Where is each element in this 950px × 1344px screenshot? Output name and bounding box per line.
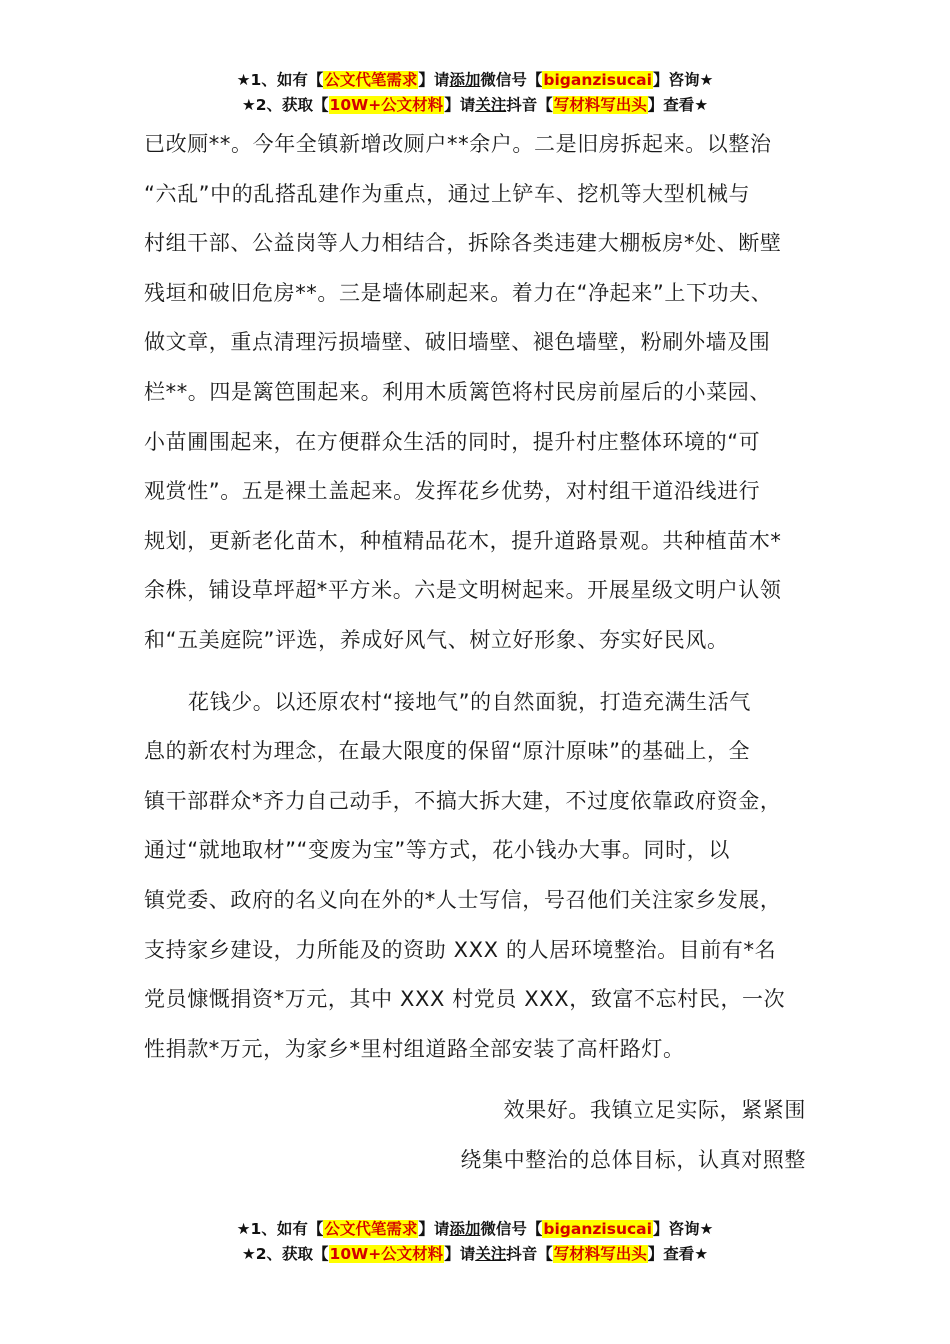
text-line: 绕集中整治的总体目标，认真对照整 <box>460 1147 806 1172</box>
footer-banner <box>0 1217 950 1267</box>
banner-highlight: 公文代笔需求 <box>324 71 418 89</box>
banner-text: 】查看★ <box>647 96 709 114</box>
banner-line-1 <box>0 1217 950 1242</box>
banner-text: ★2、获取【 <box>241 96 329 114</box>
banner-highlight: 写材料写出头 <box>553 1245 647 1263</box>
text-line: 党员慷慨捐资*万元，其中 XXX 村党员 XXX，致富不忘村民，一次 <box>144 987 786 1012</box>
banner-highlight: 公文代笔需求 <box>324 1220 418 1238</box>
text-line: 规划，更新老化苗木，种植精品花木，提升道路景观。共种植苗木* <box>144 528 782 553</box>
banner-text: 】请 <box>418 1220 450 1238</box>
banner-highlight: 写材料写出头 <box>553 96 647 114</box>
banner-line-2 <box>0 1242 950 1267</box>
banner-highlight: biganzisucai <box>543 71 652 89</box>
text-line: 小苗圃围起来，在方便群众生活的同时，提升村庄整体环境的“可 <box>144 429 761 454</box>
banner-underline: 关注 <box>475 1245 507 1263</box>
banner-text: 抖音【 <box>506 96 553 114</box>
banner-text: 】请 <box>444 1245 476 1263</box>
text-line: 余株，铺设草坪超*平方米。六是文明树起来。开展星级文明户认领 <box>144 578 782 603</box>
text-line: 花钱少。以还原农村“接地气”的自然面貌，打造充满生活气 <box>188 689 751 714</box>
text-line: 镇干部群众*齐力自己动手，不搞大拆大建，不过度依靠政府资金， <box>144 788 782 813</box>
banner-text: 】请 <box>444 96 476 114</box>
paragraph-2 <box>144 678 806 1075</box>
paragraph-3 <box>144 1086 806 1185</box>
banner-underline: 添加 <box>449 1220 481 1238</box>
text-line: 息的新农村为理念，在最大限度的保留“原汁原味”的基础上，全 <box>144 739 751 764</box>
text-line: 栏**。四是篱笆围起来。利用木质篱笆将村民房前屋后的小菜园、 <box>144 379 771 404</box>
banner-text: ★1、如有【 <box>236 1220 324 1238</box>
text-line: 通过“就地取材”“变废为宝”等方式，花小钱办大事。同时，以 <box>144 838 730 863</box>
banner-highlight: 10W+公文材料 <box>329 1245 444 1263</box>
header-banner <box>0 68 950 118</box>
text-line: “六乱”中的乱搭乱建作为重点，通过上铲车、挖机等大型机械与 <box>144 181 751 206</box>
paragraph-gap <box>144 666 806 678</box>
text-line: 残垣和破旧危房**。三是墙体刷起来。着力在“净起来”上下功夫、 <box>144 280 773 305</box>
paragraph-1 <box>144 120 806 666</box>
banner-text: 】请 <box>418 71 450 89</box>
banner-text: 微信号【 <box>480 71 543 89</box>
banner-line-1 <box>0 68 950 93</box>
text-line: 已改厕**。今年全镇新增改厕户**余户。二是旧房拆起来。以整治 <box>144 132 772 156</box>
banner-highlight: 10W+公文材料 <box>329 96 444 114</box>
banner-highlight: biganzisucai <box>543 1220 652 1238</box>
banner-underline: 添加 <box>449 71 481 89</box>
text-line: 村组干部、公益岗等人力相结合，拆除各类违建大棚板房*处、断壁 <box>144 231 782 256</box>
paragraph-gap <box>144 1074 806 1086</box>
banner-text: ★2、获取【 <box>241 1245 329 1263</box>
text-line: 镇党委、政府的名义向在外的*人士写信，号召他们关注家乡发展， <box>144 887 782 912</box>
text-line: 观赏性”。五是裸土盖起来。发挥花乡优势，对村组干道沿线进行 <box>144 479 761 504</box>
banner-text: ★1、如有【 <box>236 71 324 89</box>
text-line: 和“五美庭院”评选，养成好风气、树立好形象、夯实好民风。 <box>144 627 729 652</box>
banner-text: 抖音【 <box>506 1245 553 1263</box>
banner-text: 】咨询★ <box>652 1220 714 1238</box>
banner-line-2 <box>0 93 950 118</box>
banner-text: 】咨询★ <box>652 71 714 89</box>
document-body <box>144 120 806 1185</box>
text-line: 做文章，重点清理污损墙壁、破旧墙壁、褪色墙壁，粉刷外墙及围 <box>144 330 771 355</box>
text-line: 支持家乡建设，力所能及的资助 XXX 的人居环境整治。目前有*名 <box>144 937 777 962</box>
banner-text: 微信号【 <box>480 1220 543 1238</box>
text-line: 效果好。我镇立足实际，紧紧围 <box>503 1098 806 1123</box>
banner-text: 】查看★ <box>647 1245 709 1263</box>
banner-underline: 关注 <box>475 96 507 114</box>
text-line: 性捐款*万元，为家乡*里村组道路全部安装了高杆路灯。 <box>144 1036 685 1061</box>
